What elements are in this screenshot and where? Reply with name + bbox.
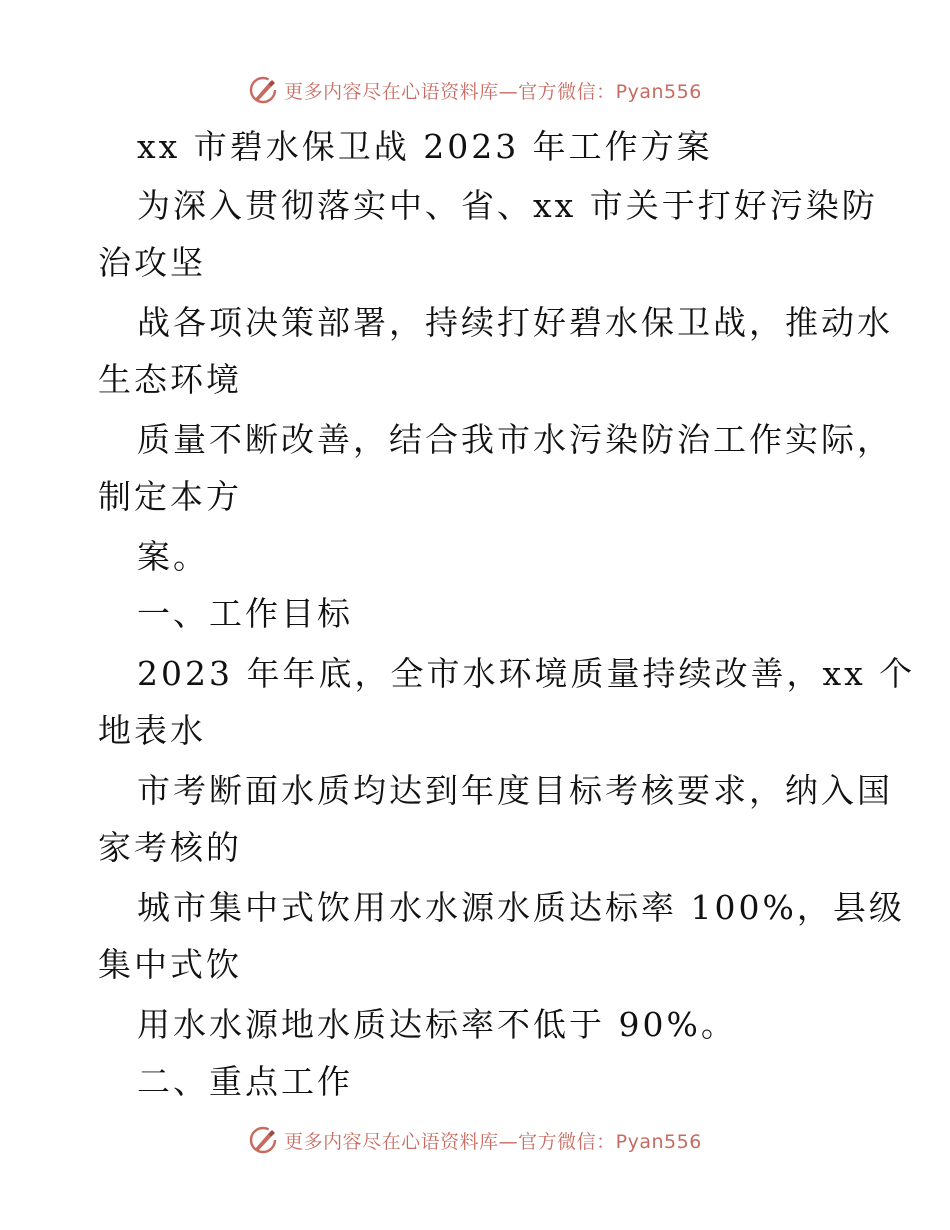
paragraph-line: 生态环境	[98, 360, 242, 399]
document-title: xx 市碧水保卫战 2023 年工作方案	[137, 127, 713, 166]
section-heading: 一、工作目标	[137, 594, 353, 633]
paragraph-line: 市考断面水质均达到年度目标考核要求，纳入国	[137, 771, 893, 810]
watermark-text: 更多内容尽在心语资料库—官方微信：Pyan556	[284, 80, 702, 103]
paragraph-line: 集中式饮	[98, 945, 242, 984]
paragraph-line: 城市集中式饮用水水源水质达标率 100%，县级	[137, 888, 905, 927]
watermark-text: 更多内容尽在心语资料库—官方微信：Pyan556	[284, 1130, 702, 1153]
paragraph-line: 质量不断改善，结合我市水污染防治工作实际，	[137, 420, 893, 459]
paragraph-line: 家考核的	[98, 828, 242, 867]
pen-seal-icon	[248, 75, 278, 105]
paragraph-line: 2023 年年底，全市水环境质量持续改善，xx 个	[137, 654, 916, 693]
pen-seal-icon	[248, 1125, 278, 1155]
paragraph-line: 案。	[137, 537, 209, 576]
paragraph-line: 为深入贯彻落实中、省、xx 市关于打好污染防	[137, 186, 878, 225]
watermark-banner-top	[0, 70, 950, 110]
watermark-banner-bottom	[0, 1120, 950, 1160]
section-heading: 二、重点工作	[137, 1062, 353, 1101]
paragraph-line: 战各项决策部署，持续打好碧水保卫战，推动水	[137, 303, 893, 342]
paragraph-line: 治攻坚	[98, 243, 206, 282]
paragraph-line: 地表水	[98, 711, 206, 750]
paragraph-line: 用水水源地水质达标率不低于 90%。	[137, 1005, 737, 1044]
paragraph-line: 制定本方	[98, 477, 242, 516]
